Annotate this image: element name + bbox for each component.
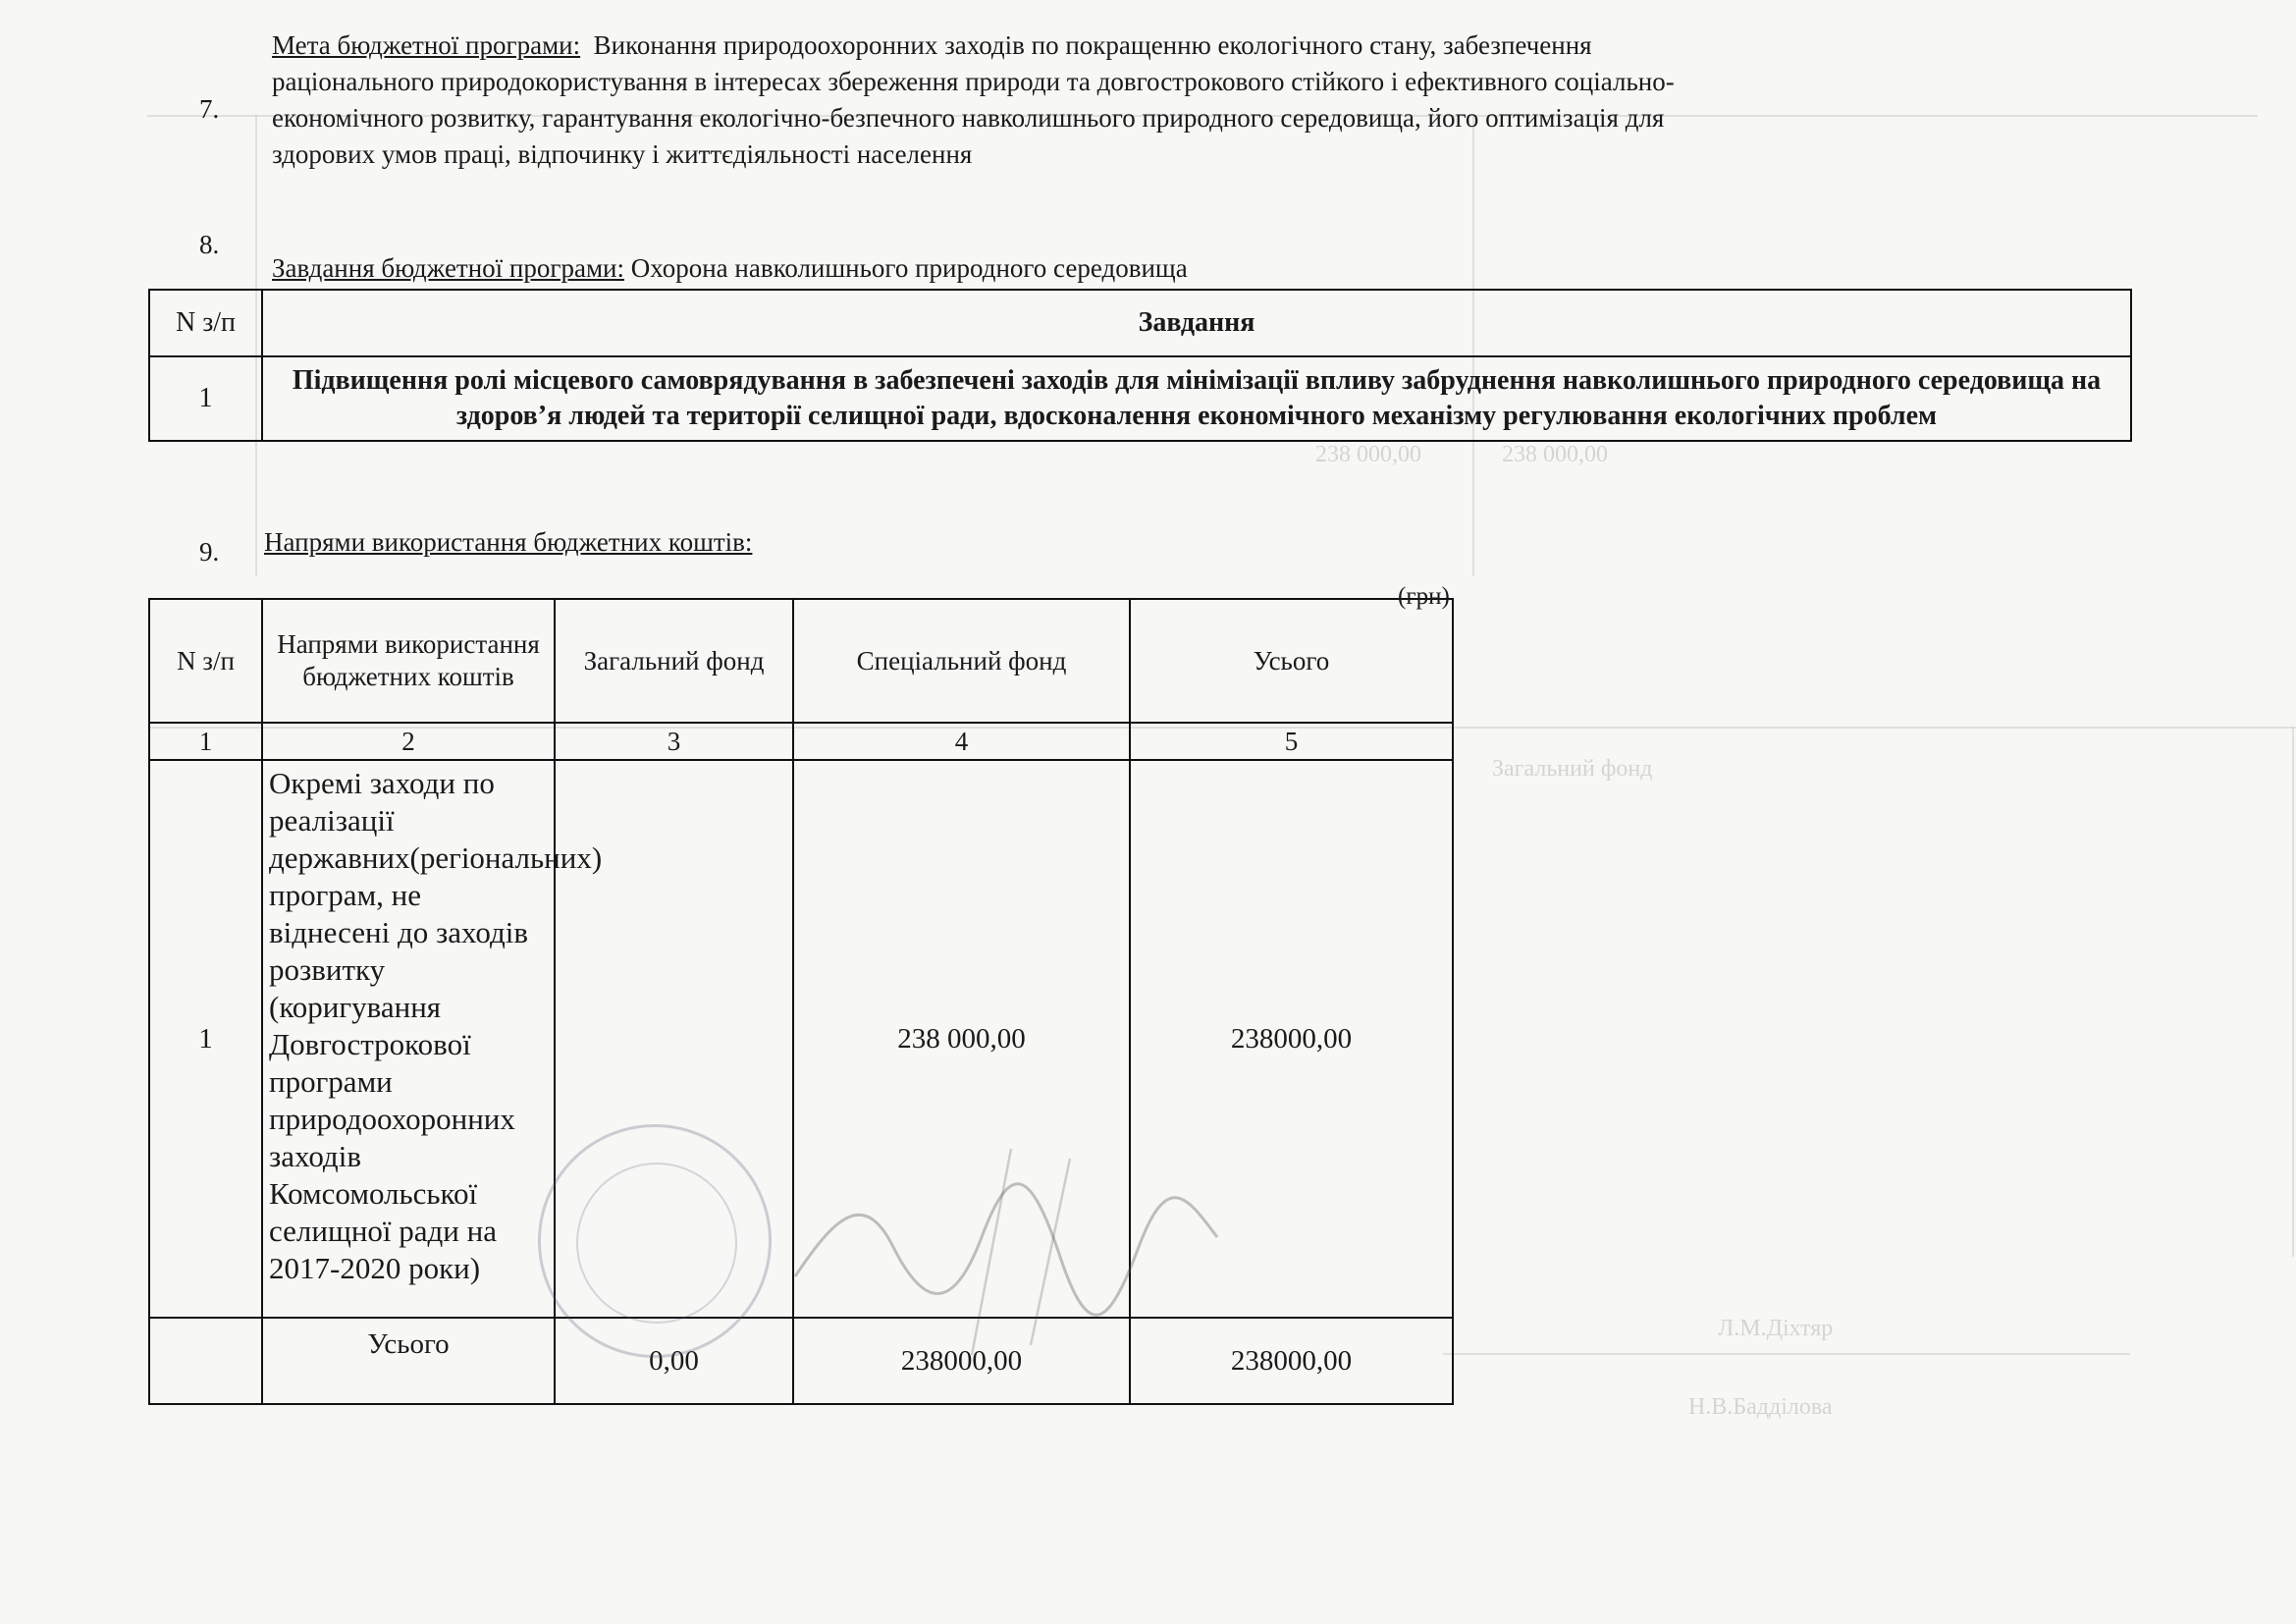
funds-header-general: Загальний фонд: [555, 599, 793, 723]
section-7-text: [272, 27, 2284, 173]
task-row-num: 1: [149, 356, 262, 441]
section-8-label: Завдання бюджетної програми:: [272, 253, 624, 283]
section-7-line-1: Виконання природоохоронних заходів по покращенню екологічного стану, забезпечення: [593, 30, 1592, 60]
column-number-1: 1: [149, 723, 262, 760]
section-9-label: [264, 524, 752, 561]
section-7-line-3: економічного розвитку, гарантування екологічно-безпечного навколишнього природного середовища, його оптимізація для: [272, 103, 1665, 133]
funds-row-num: 1: [149, 760, 262, 1318]
funds-header-num: N з/п: [149, 599, 262, 723]
funds-row-total: 238000,00: [1130, 760, 1453, 1318]
signature: [775, 1129, 1237, 1365]
section-8-value: Охорона навколишнього природного середовища: [630, 253, 1188, 283]
total-row-num: [149, 1318, 262, 1404]
column-number-4: 4: [793, 723, 1130, 760]
section-9-label-text: Напрями використання бюджетних коштів:: [264, 527, 753, 557]
column-number-3: 3: [555, 723, 793, 760]
table-row: [149, 356, 2131, 441]
total-row-special: 238000,00: [793, 1318, 1130, 1404]
column-number-2: 2: [262, 723, 555, 760]
total-row-total: 238000,00: [1130, 1318, 1453, 1404]
funds-header-total: Усього: [1130, 599, 1453, 723]
section-7-number: 7.: [199, 94, 220, 124]
section-7-line-2: раціонального природокористування в інтересах збереження природи та довгострокового стійкого і ефективного соціально-: [272, 67, 1675, 96]
task-row-text: Підвищення ролі місцевого самоврядування в забезпечені заходів для мінімізації впливу забруднення навколишнього природного середовища на здоров’я людей та території селищної ради, вдосконалення економічного механізму регулювання екологічних проблем: [262, 356, 2131, 441]
funds-header-special: Спеціальний фонд: [793, 599, 1130, 723]
total-row-label: Усього: [262, 1318, 555, 1404]
currency-unit: (грн): [1398, 583, 1450, 610]
funds-row-special: 238 000,00: [793, 760, 1130, 1318]
section-7-label: Мета бюджетної програми:: [272, 30, 581, 60]
column-number-5: 5: [1130, 723, 1453, 760]
section-9-number: 9.: [199, 537, 220, 567]
funds-header-direction: Напрями використання бюджетних коштів: [262, 599, 555, 723]
section-7-line-4: здорових умов праці, відпочинку і життєдіяльності населення: [272, 139, 973, 169]
official-stamp: [538, 1124, 772, 1358]
tasks-header-num: N з/п: [149, 290, 262, 356]
tasks-table: [148, 289, 2132, 442]
funds-row-direction: Окремі заходи по реалізації державних(регіональних) програм, не віднесені до заходів розвитку (коригування Довгострокової програми природоохоронних заходів Комсомольської селищної ради на 2017-2020 роки): [262, 760, 555, 1318]
section-8-text: [272, 250, 1188, 287]
total-row-general: 0,00: [555, 1318, 793, 1404]
section-8-number: 8.: [199, 230, 220, 259]
tasks-header-task: Завдання: [262, 290, 2131, 356]
